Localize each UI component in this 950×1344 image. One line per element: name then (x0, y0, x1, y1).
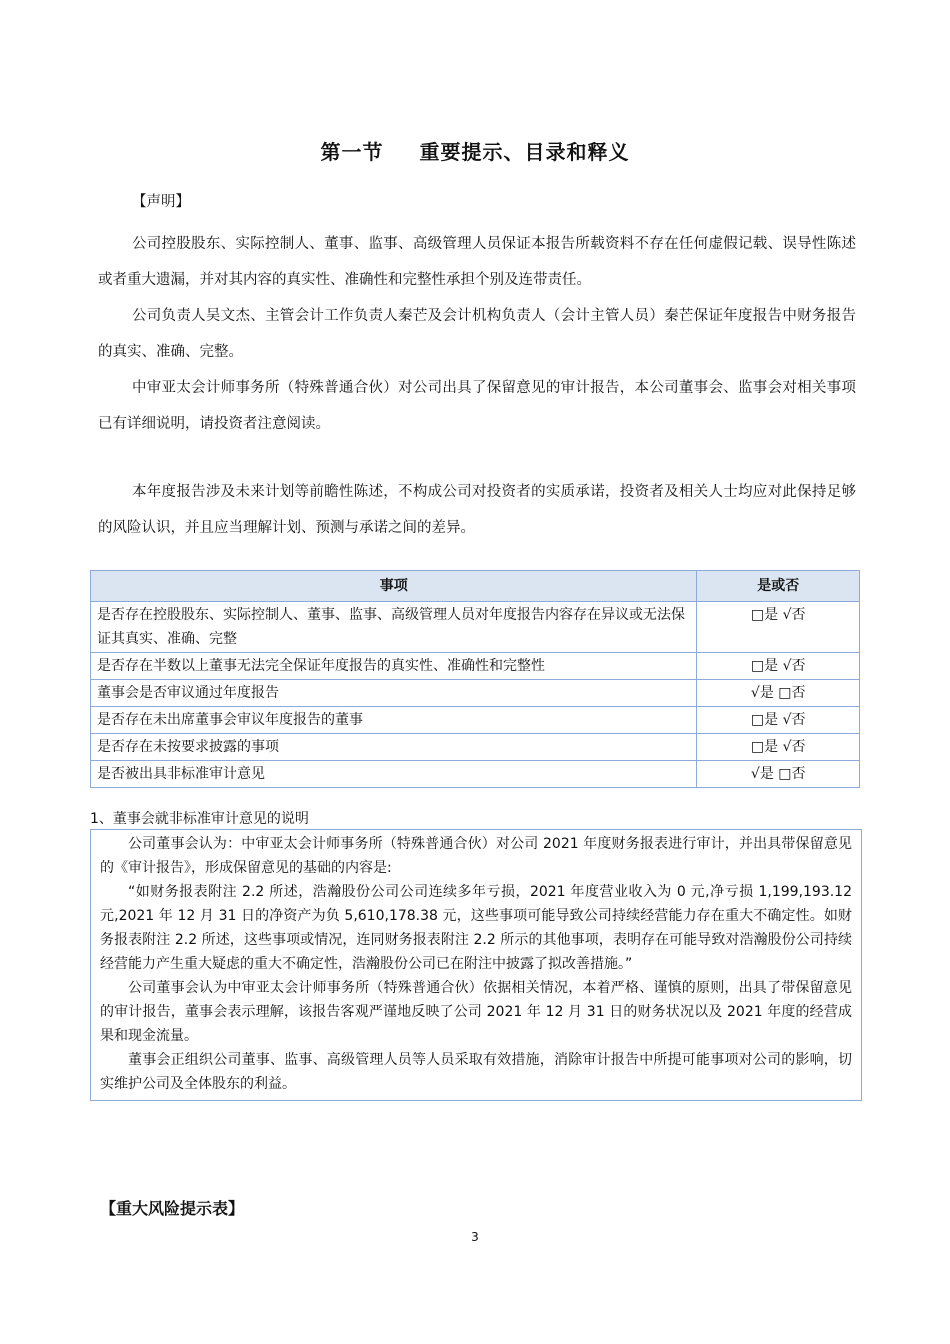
paragraph-responsible-persons: 公司负责人吴文杰、主管会计工作负责人秦芒及会计机构负责人（会计主管人员）秦芒保证年度报告中财务报告的真实、准确、完整。 (98, 308, 856, 360)
row-answer: √是 □否 (697, 761, 860, 788)
row-answer: √是 □否 (697, 680, 860, 707)
page-number: 3 (471, 1230, 479, 1244)
table-row (91, 653, 860, 680)
section-number: 第一节 (320, 140, 384, 164)
table-row (91, 761, 860, 788)
declaration-heading: 【声明】 (132, 194, 190, 210)
column-header-answer: 是或否 (697, 571, 860, 602)
note-paragraph: 公司董事会认为中审亚太会计师事务所（特殊普通合伙）依据相关情况，本着严格、谨慎的原则，出具了带保留意见的审计报告，董事会表示理解，该报告客观严谨地反映了公司 2021 年 12 月 31 日的财务状况以及 2021 年度的经营成果和现金流量。 (100, 980, 852, 1044)
row-answer: □是 √否 (697, 707, 860, 734)
non-standard-opinion-note (90, 829, 862, 1101)
note-paragraph: 董事会正组织公司董事、监事、高级管理人员等人员采取有效措施，消除审计报告中所提可能事项对公司的影响，切实维护公司及全体股东的利益。 (100, 1052, 852, 1092)
table-row (91, 680, 860, 707)
note-paragraph: “如财务报表附注 2.2 所述，浩瀚股份公司公司连续多年亏损，2021 年度营业收入为 0 元,净亏损 1,199,193.12 元,2021 年 12 月 31 日的净资产为负 5,610,178.38 元，这些事项可能导致公司持续经营能力存在重大不确定性。如财务报表附注 2.2 所述，这些事项或情况，连同财务报表附注 2.2 所示的其他事项，表明存在可能导致对浩瀚股份公司持续经营能力产生重大疑虑的重大不确定性，浩瀚股份公司已在附注中披露了拟改善措施。” (100, 884, 852, 972)
paragraph-guarantee: 公司控股股东、实际控制人、董事、监事、高级管理人员保证本报告所载资料不存在任何虚假记载、误导性陈述或者重大遗漏，并对其内容的真实性、准确性和完整性承担个别及连带责任。 (98, 236, 856, 288)
row-item: 是否存在半数以上董事无法完全保证年度报告的真实性、准确性和完整性 (91, 653, 697, 680)
paragraph-audit-opinion: 中审亚太会计师事务所（特殊普通合伙）对公司出具了保留意见的审计报告，本公司董事会、监事会对相关事项已有详细说明，请投资者注意阅读。 (98, 380, 856, 432)
row-item: 是否存在控股股东、实际控制人、董事、监事、高级管理人员对年度报告内容存在异议或无法保证其真实、准确、完整 (91, 602, 697, 653)
row-answer: □是 √否 (697, 653, 860, 680)
row-item: 是否存在未按要求披露的事项 (91, 734, 697, 761)
matters-table (90, 570, 860, 788)
table-header-row (91, 571, 860, 602)
column-header-item: 事项 (91, 571, 697, 602)
row-answer: □是 √否 (697, 602, 860, 653)
note-heading: 1、董事会就非标准审计意见的说明 (90, 811, 309, 827)
section-title (0, 136, 950, 165)
section-heading: 重要提示、目录和释义 (419, 140, 630, 164)
paragraph-forward-looking: 本年度报告涉及未来计划等前瞻性陈述，不构成公司对投资者的实质承诺，投资者及相关人士均应对此保持足够的风险认识，并且应当理解计划、预测与承诺之间的差异。 (98, 484, 856, 536)
note-paragraph: 公司董事会认为：中审亚太会计师事务所（特殊普通合伙）对公司 2021 年度财务报表进行审计，并出具带保留意见的《审计报告》，形成保留意见的基础的内容是: (100, 836, 852, 876)
row-item: 是否被出具非标准审计意见 (91, 761, 697, 788)
table-row (91, 602, 860, 653)
table-row (91, 734, 860, 761)
row-item: 董事会是否审议通过年度报告 (91, 680, 697, 707)
risk-table-heading: 【重大风险提示表】 (100, 1199, 245, 1218)
row-answer: □是 √否 (697, 734, 860, 761)
row-item: 是否存在未出席董事会审议年度报告的董事 (91, 707, 697, 734)
table-row (91, 707, 860, 734)
